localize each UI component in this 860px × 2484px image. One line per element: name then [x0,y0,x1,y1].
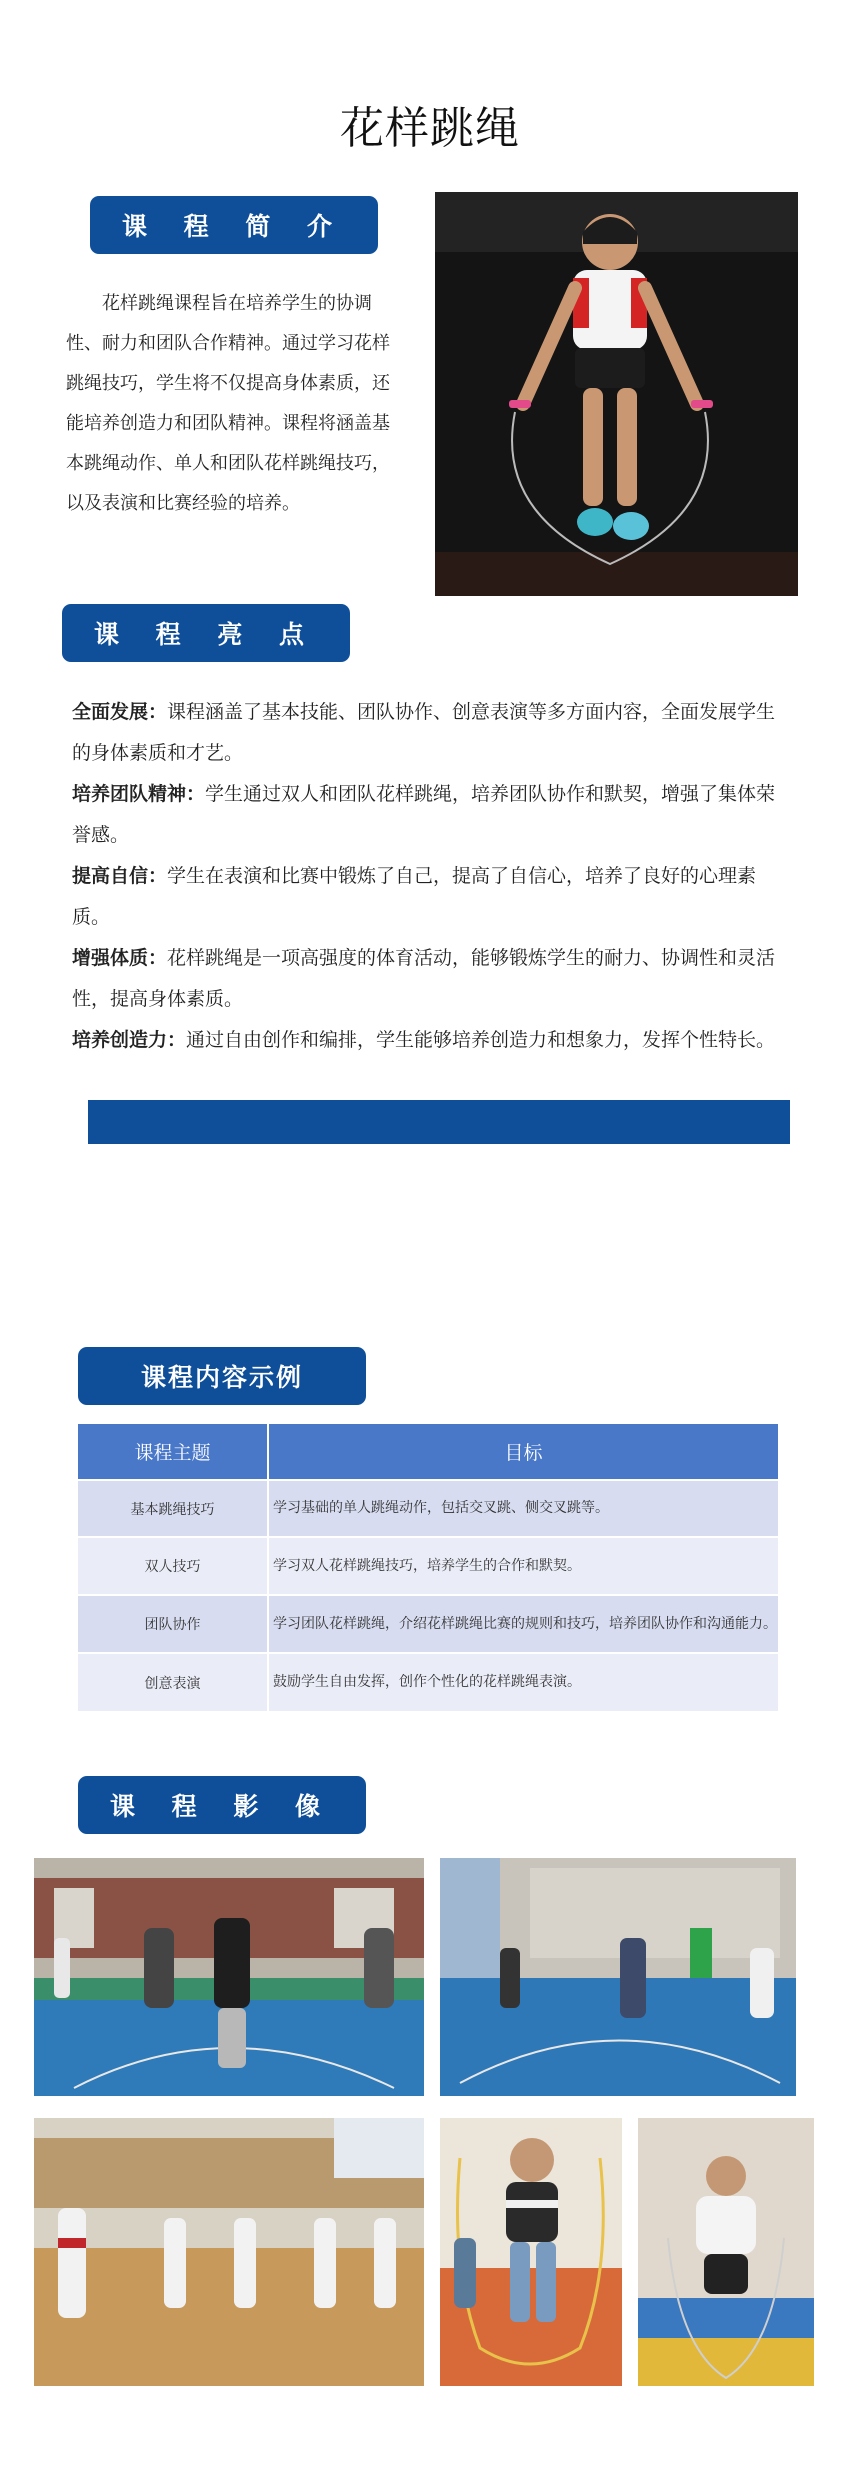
table-row [78,1595,779,1653]
table-row [78,1653,779,1711]
highlights-list [72,692,792,1061]
highlight-text: 花样跳绳是一项高强度的体育活动，能够锻炼学生的耐力、协调性和灵活性，提高身体素质。 [72,947,776,1010]
highlights-heading: 课 程 亮 点 [62,604,350,662]
content-heading: 课程内容示例 [78,1347,366,1405]
indoor-gym-image [34,2118,424,2386]
topic-cell: 基本跳绳技巧 [78,1480,268,1537]
highlight-item [72,1020,792,1061]
goal-cell: 学习团队花样跳绳，介绍花样跳绳比赛的规则和技巧，培养团队协作和沟通能力。 [268,1595,779,1653]
highlight-key: 全面发展： [72,701,168,723]
divider-bar [88,1100,790,1144]
table-row [78,1480,779,1537]
highlight-item [72,938,792,1020]
course-table [78,1424,780,1711]
gallery-photo-1 [34,1858,424,2096]
highlight-item [72,774,792,856]
column-header-topic: 课程主题 [78,1424,268,1480]
highlight-key: 培养创造力： [72,1029,187,1051]
table-header-row [78,1424,779,1480]
goal-cell: 学习双人花样跳绳技巧，培养学生的合作和默契。 [268,1537,779,1595]
topic-cell: 创意表演 [78,1653,268,1711]
column-header-goal: 目标 [268,1424,779,1480]
highlight-text: 通过自由创作和编排，学生能够培养创造力和想象力，发挥个性特长。 [186,1029,776,1051]
highlight-text: 学生通过双人和团队花样跳绳，培养团队协作和默契，增强了集体荣誉感。 [72,783,776,846]
school-court-image [440,1858,796,2096]
intro-text: 花样跳绳课程旨在培养学生的协调性、耐力和团队合作精神。通过学习花样跳绳技巧，学生将不仅提高身体素质，还能培养创造力和团队精神。课程将涵盖基本跳绳动作、单人和团队花样跳绳技巧，以及表演和比赛经验的培养。 [66,293,390,514]
table-row [78,1537,779,1595]
gallery-photo-5 [638,2118,814,2386]
hero-photo [435,192,798,596]
topic-cell: 团队协作 [78,1595,268,1653]
highlight-key: 增强体质： [72,947,168,969]
highlight-item [72,856,792,938]
girl-jumping-image [638,2118,814,2386]
highlight-key: 提高自信： [72,865,168,887]
gallery-heading: 课 程 影 像 [78,1776,366,1834]
page-title: 花样跳绳 [340,103,520,154]
highlight-text: 课程涵盖了基本技能、团队协作、创意表演等多方面内容，全面发展学生的身体素质和才艺。 [72,701,776,764]
highlight-item [72,692,792,774]
gallery-photo-2 [440,1858,796,2096]
topic-cell: 双人技巧 [78,1537,268,1595]
highlight-key: 培养团队精神： [72,783,206,805]
goal-cell: 鼓励学生自由发挥，创作个性化的花样跳绳表演。 [268,1653,779,1711]
boy-jumping-image [440,2118,622,2386]
gallery-photo-3 [34,2118,424,2386]
intro-heading: 课 程 简 介 [90,196,378,254]
outdoor-court-image [34,1858,424,2096]
jump-rope-girl-image [435,192,798,596]
goal-cell: 学习基础的单人跳绳动作，包括交叉跳、侧交叉跳等。 [268,1480,779,1537]
highlight-text: 学生在表演和比赛中锻炼了自己，提高了自信心，培养了良好的心理素质。 [72,865,757,928]
gallery-photo-4 [440,2118,622,2386]
